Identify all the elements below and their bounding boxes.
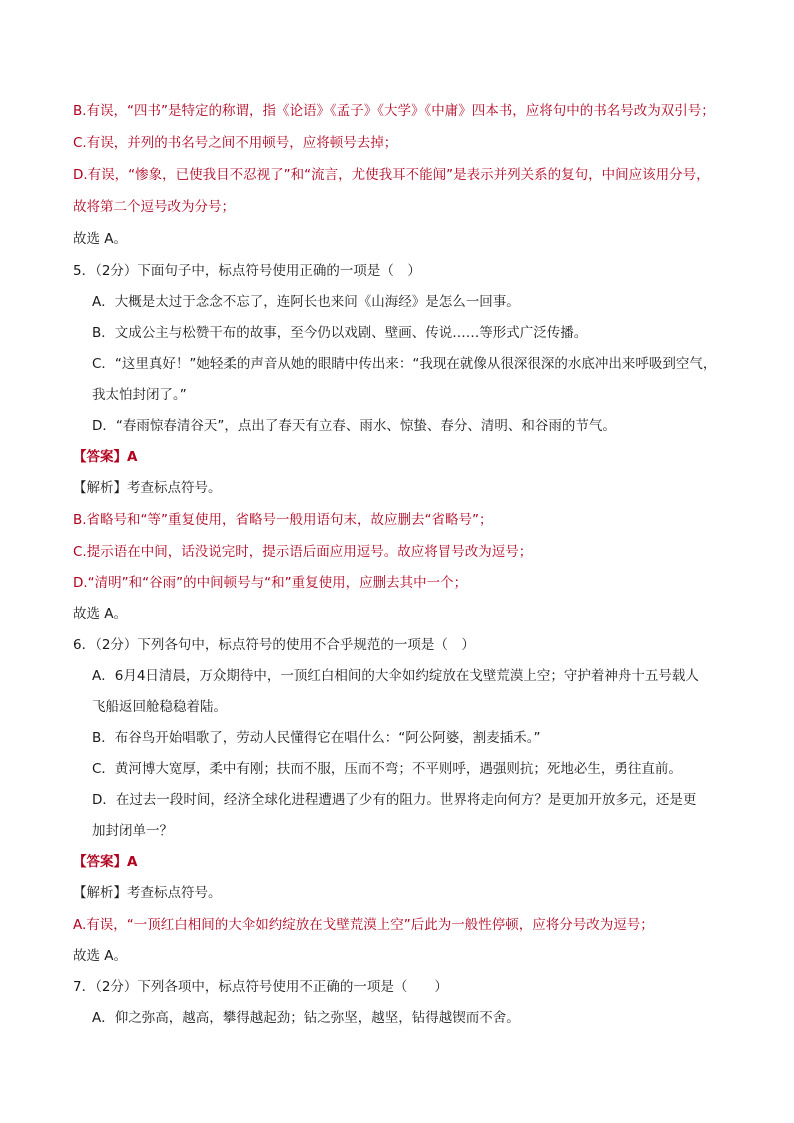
q5-option-d: D．“春雨惊春清谷天”，点出了春天有立春、雨水、惊蛰、春分、清明、和谷雨的节气。 [92,418,616,434]
q6-analysis-a: A.有误，“一顶红白相间的大伞如约绽放在戈壁荒漠上空”后此为一般性停顿，应将分号改为逗号； [73,917,654,933]
q6-option-d: D．在过去一段时间，经济全球化进程遭遇了少有的阻力。世界将走向何方？是更加开放多元，还是更 [92,792,697,808]
q6-option-c: C．黄河博大宽厚，柔中有刚；扶而不服，压而不弯；不平则呼，遇强则抗；死地必生，勇往直前。 [92,761,682,777]
q5-option-b: B．文成公主与松赞干布的故事，至今仍以戏剧、壁画、传说……等形式广泛传播。 [92,325,588,341]
option-d-analysis-cont: 故将第二个逗号改为分号； [73,199,235,215]
q6-option-a: A．6月4日清晨，万众期待中，一顶红白相间的大伞如约绽放在戈壁荒漠上空；守护着神舟十五号载人 [92,668,699,684]
q7-option-a: A．仰之弥高，越高，攀得越起劲；钻之弥坚，越坚，钻得越锲而不舍。 [92,1010,520,1026]
q6-answer: 【答案】A [73,854,138,870]
option-b-analysis: B.有误，“四书”是特定的称谓，指《论语》《孟子》《大学》《中庸》四本书，应将句中的书名号改为双引号； [73,103,715,119]
question-7-stem: 7．（2分）下列各项中，标点符号使用不正确的一项是（ ） [73,979,448,995]
option-d-analysis: D.有误，“惨象，已使我目不忍视了”和“流言，尤使我耳不能闻”是表示并列关系的复句，中间应该用分号， [73,167,710,183]
q5-option-c: C．“这里真好！”她轻柔的声音从她的眼睛中传出来：“我现在就像从很深很深的水底冲出来呼吸到空气， [92,356,717,372]
q5-analysis-d: D.“清明”和“谷雨”的中间顿号与“和”重复使用，应删去其中一个； [73,575,468,591]
q5-analysis-heading: 【解析】考查标点符号。 [73,480,222,496]
answer-choice: 故选 A。 [73,231,128,247]
question-5-stem: 5．（2分）下面句子中，标点符号使用正确的一项是（ ） [73,263,421,279]
q5-option-c-cont: 我太怕封闭了。” [92,387,187,403]
q6-answer-choice: 故选 A。 [73,948,128,964]
q6-analysis-heading: 【解析】考查标点符号。 [73,885,222,901]
q5-option-a: A．大概是太过于念念不忘了，连阿长也来问《山海经》是怎么一回事。 [92,294,520,310]
q5-analysis-b: B.省略号和“等”重复使用，省略号一般用语句末，故应删去“省略号”； [73,512,493,528]
q5-analysis-c: C.提示语在中间，话没说完时，提示语后面应用逗号。故应将冒号改为逗号； [73,544,533,560]
q6-option-b: B．布谷鸟开始唱歌了，劳动人民懂得它在唱什么：“阿公阿婆，割麦插禾。” [92,730,541,746]
q6-option-d-cont: 加封闭单一？ [92,823,173,839]
q6-option-a-cont: 飞船返回舱稳稳着陆。 [92,699,227,715]
question-6-stem: 6．（2分）下列各句中，标点符号的使用不合乎规范的一项是（ ） [73,637,475,653]
option-c-analysis: C.有误，并列的书名号之间不用顿号，应将顿号去掉； [73,135,398,151]
q5-answer: 【答案】A [73,449,138,465]
q5-answer-choice: 故选 A。 [73,606,128,622]
